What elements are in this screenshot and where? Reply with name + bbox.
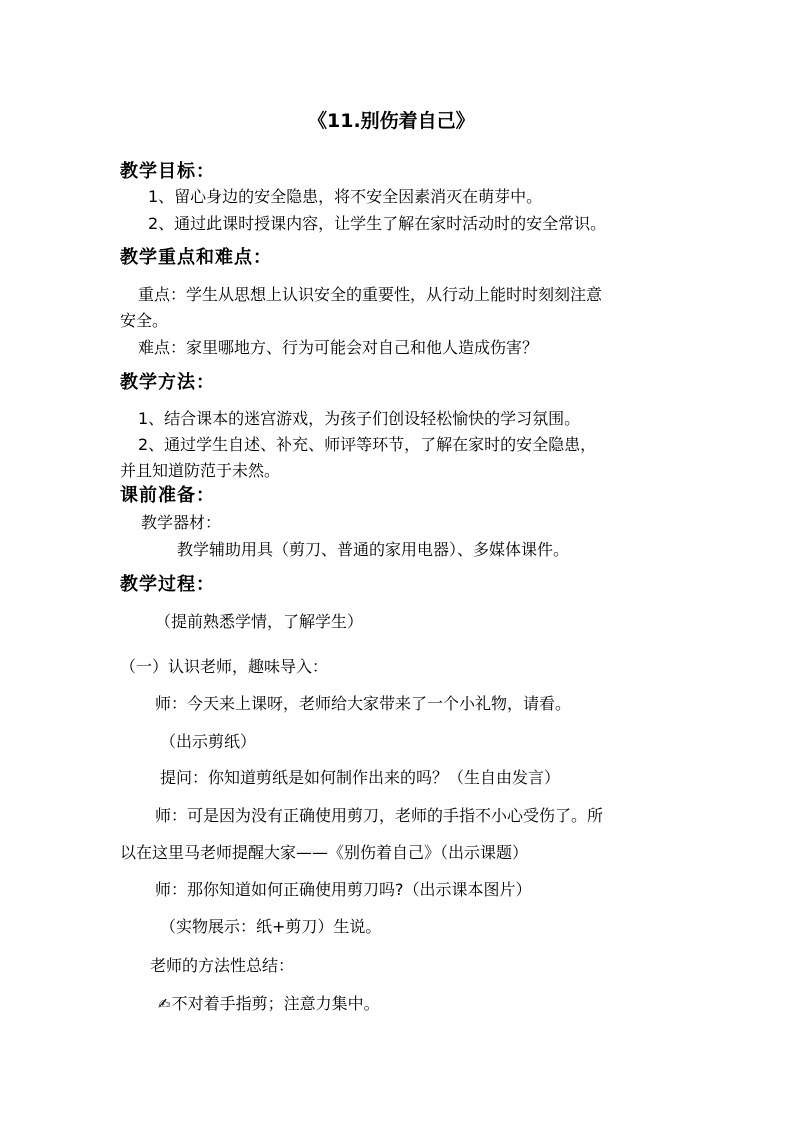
process-note: （提前熟悉学情，了解学生） [155,612,364,631]
methods-heading: 教学方法： [120,372,215,393]
process-paragraph-7: 老师的方法性总结： [150,956,295,975]
document-title: 《11.别伤着自己》 [308,110,475,132]
difficult-point: 难点：家里哪地方、行为可能会对自己和他人造成伤害？ [138,338,539,357]
process-paragraph-4-line-2: 以在这里马老师提醒大家——《别伤着自己》（出示课题） [120,843,529,862]
method-item-1: 1、结合课本的迷宫游戏，为孩子们创设轻松愉快的学习氛围。 [138,409,581,428]
materials-label: 教学器材： [141,513,222,532]
process-bullet-line [158,993,380,1015]
process-paragraph-4-line-1: 师：可是因为没有正确使用剪刀，老师的手指不小心受伤了。所 [155,806,604,825]
process-paragraph-3: 提问：你知道剪纸是如何制作出来的吗？（生自由发言） [160,768,561,787]
materials-list: 教学辅助用具（剪刀、普通的家用电器）、多媒体课件。 [177,540,570,559]
method-item-2-line-1: 2、通过学生自述、补充、师评等环节，了解在家时的安全隐患， [138,435,597,454]
key-points-heading: 教学重点和难点： [120,247,272,268]
objective-item-1: 1、留心身边的安全隐患，将不安全因素消灭在萌芽中。 [148,187,543,206]
section-1-title: （一）认识老师，趣味导入： [120,657,329,676]
key-point-line-1: 重点：学生从思想上认识安全的重要性，从行动上能时时刻刻注意 [138,285,603,304]
objective-item-2: 2、通过此课时授课内容，让学生了解在家时活动时的安全常识。 [148,214,607,233]
process-heading: 教学过程： [120,574,215,595]
process-paragraph-6: （实物展示：纸+剪刀）生说。 [160,917,382,936]
process-paragraph-5: 师：那你知道如何正确使用剪刀吗?（出示课本图片） [155,880,532,899]
writing-hand-icon: ✍ [158,995,171,1013]
key-point-line-2: 安全。 [120,311,169,330]
process-paragraph-8: 不对着手指剪；注意力集中。 [171,994,380,1013]
process-paragraph-1: 师：今天来上课呀，老师给大家带来了一个小礼物，请看。 [155,694,572,713]
method-item-2-line-2: 并且知道防范于未然。 [120,461,281,480]
objectives-heading: 教学目标： [120,161,215,182]
process-paragraph-2: （出示剪纸） [160,732,257,751]
preparation-heading: 课前准备： [120,485,215,506]
